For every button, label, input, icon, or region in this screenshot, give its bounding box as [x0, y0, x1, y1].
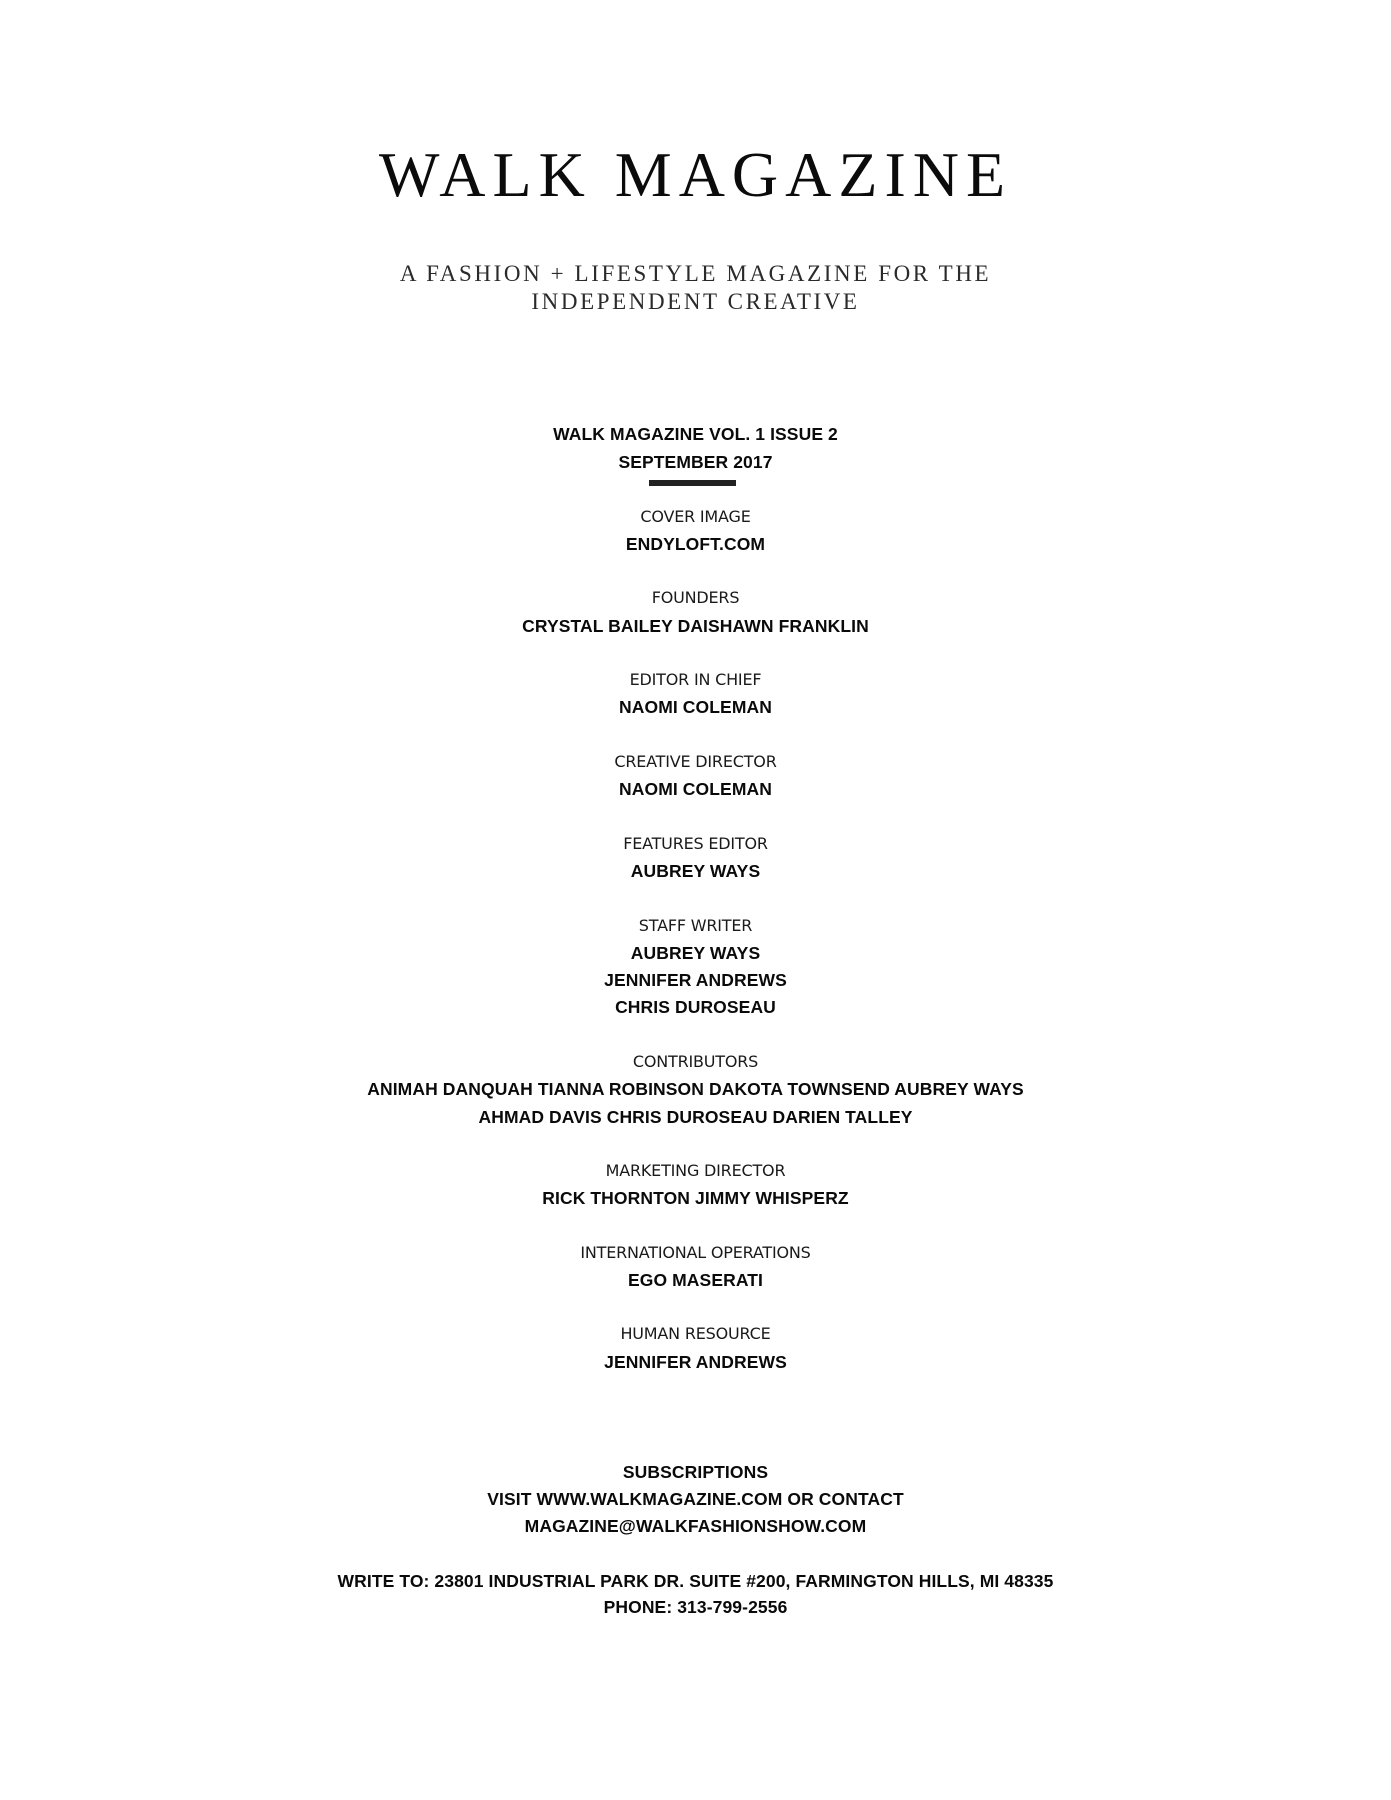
mailing-address: WRITE TO: 23801 INDUSTRIAL PARK DR. SUITE #200, FARMINGTON HILLS, MI 48335: [337, 1571, 1054, 1591]
subscriptions-email: MAGAZINE@WALKFASHIONSHOW.COM: [524, 1516, 867, 1536]
tagline-line-2: INDEPENDENT CREATIVE: [531, 289, 860, 314]
section-divider: [649, 480, 736, 486]
subscriptions-website: VISIT WWW.WALKMAGAZINE.COM OR CONTACT: [487, 1489, 904, 1509]
role-label: HUMAN RESOURCE: [620, 1324, 771, 1343]
role-label: COVER IMAGE: [640, 507, 751, 526]
tagline-line-1: A FASHION + LIFESTYLE MAGAZINE FOR THE: [399, 261, 992, 286]
person-name: EGO MASERATI: [627, 1270, 764, 1290]
person-name: ANIMAH DANQUAH TIANNA ROBINSON DAKOTA TOWNSEND AUBREY WAYS: [367, 1079, 1024, 1099]
role-label: CONTRIBUTORS: [632, 1052, 759, 1071]
issue-date: SEPTEMBER 2017: [618, 452, 773, 472]
person-name: JENNIFER ANDREWS: [604, 970, 787, 990]
role-label: MARKETING DIRECTOR: [605, 1161, 786, 1180]
person-name: AUBREY WAYS: [630, 861, 761, 881]
person-name: NAOMI COLEMAN: [619, 779, 772, 799]
person-name: AUBREY WAYS: [630, 943, 761, 963]
person-name: AHMAD DAVIS CHRIS DUROSEAU DARIEN TALLEY: [478, 1107, 913, 1127]
role-label: FEATURES EDITOR: [623, 834, 768, 853]
role-label: EDITOR IN CHIEF: [629, 670, 762, 689]
role-label: CREATIVE DIRECTOR: [614, 752, 777, 771]
person-name: ENDYLOFT.COM: [625, 534, 766, 554]
person-name: NAOMI COLEMAN: [619, 697, 772, 717]
subscriptions-heading: SUBSCRIPTIONS: [622, 1462, 769, 1482]
magazine-title: WALK MAGAZINE: [378, 139, 1013, 210]
person-name: JENNIFER ANDREWS: [604, 1352, 787, 1372]
role-label: STAFF WRITER: [638, 916, 753, 935]
role-label: INTERNATIONAL OPERATIONS: [580, 1243, 811, 1262]
person-name: CRYSTAL BAILEY DAISHAWN FRANKLIN: [522, 616, 869, 636]
issue-volume: WALK MAGAZINE VOL. 1 ISSUE 2: [553, 424, 838, 444]
person-name: CHRIS DUROSEAU: [615, 997, 776, 1017]
role-label: FOUNDERS: [651, 588, 740, 607]
phone-number: PHONE: 313-799-2556: [603, 1597, 788, 1617]
person-name: RICK THORNTON JIMMY WHISPERZ: [542, 1188, 849, 1208]
